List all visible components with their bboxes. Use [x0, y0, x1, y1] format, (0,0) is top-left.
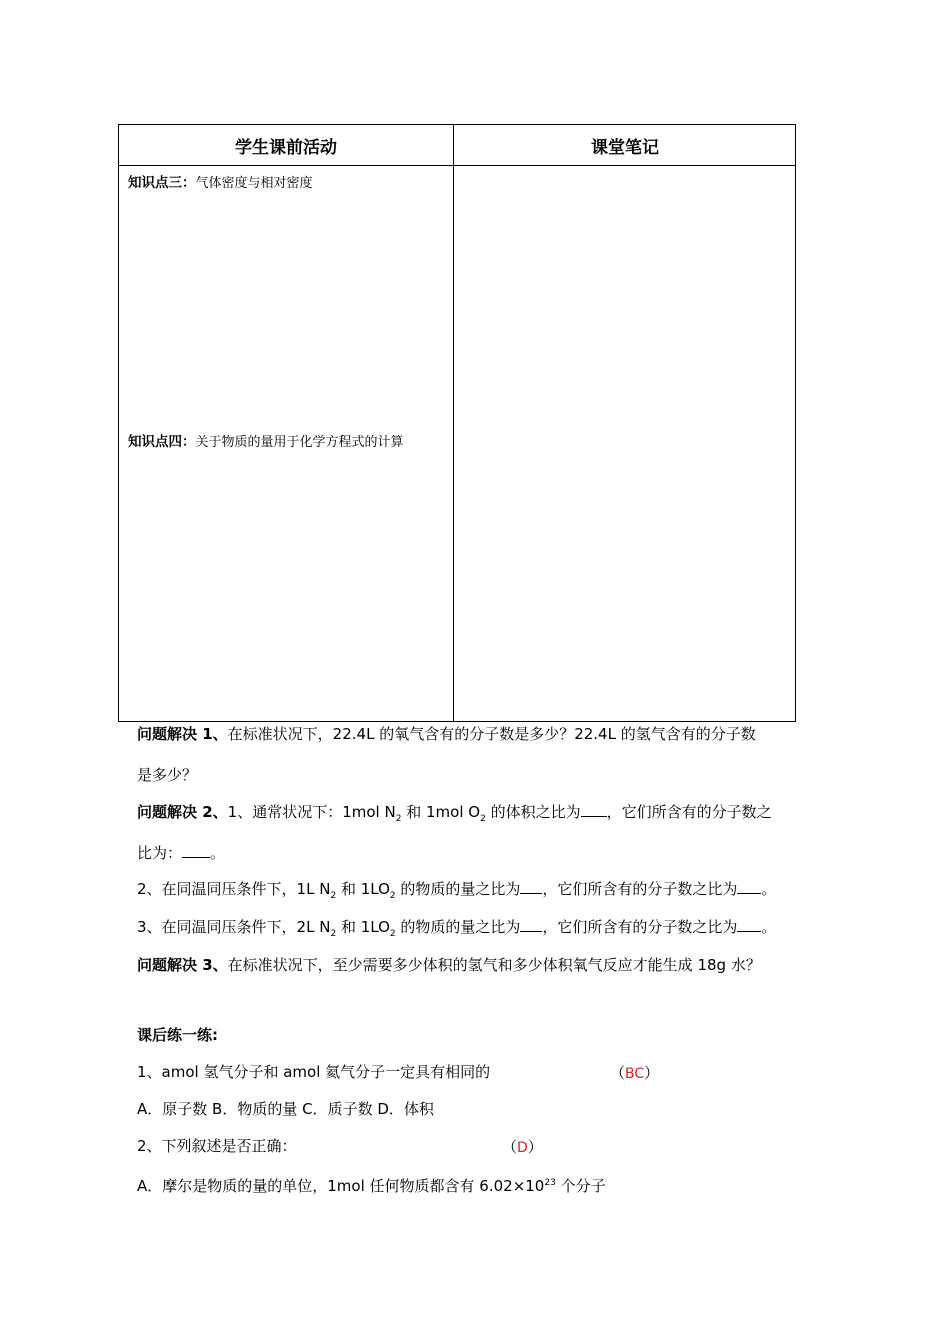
q2-s1-blank1[interactable]: [581, 802, 607, 817]
q1-label: 问题解决 1、: [137, 725, 228, 743]
q2-line1: [137, 802, 772, 829]
q2-s3-text-a: 3、在同温同压条件下，2L N: [137, 918, 331, 936]
q2-s1-text-d: ，它们所含有的分子数之: [606, 803, 772, 821]
q2-line2: [137, 843, 225, 863]
q2-s2-text-a: 2、在同温同压条件下，1L N: [137, 880, 331, 898]
practice-q2-paren-close: ）: [527, 1138, 543, 1156]
q2-s1-line2-text: 比为：: [137, 844, 183, 862]
header-class-notes: 课堂笔记: [591, 137, 659, 158]
q1-text: 在标准状况下，22.4L 的氧气含有的分子数是多少？22.4L 的氢气含有的分子数: [227, 725, 756, 743]
q2-label: 问题解决 2、: [137, 803, 228, 821]
practice-q1-paren-close: ）: [644, 1064, 660, 1082]
q2-s3-sub2: 2: [389, 929, 396, 939]
q2-s1-text-b: 和 1mol O: [401, 803, 481, 821]
q2-s1-sub2: 2: [480, 814, 486, 824]
q3-label: 问题解决 3、: [137, 956, 228, 974]
practice-title: 课后练一练:: [137, 1026, 218, 1044]
practice-q2-option-a: [137, 1173, 606, 1196]
q2-s3-text-c: 的物质的量之比为: [395, 918, 521, 936]
q2-s2-text-d: ，它们所含有的分子数之比为: [542, 880, 738, 898]
q2-s2-text-b: 和 1LO: [336, 880, 390, 898]
q2-s1-blank2[interactable]: [182, 843, 210, 858]
q3-text: 在标准状况下，至少需要多少体积的氢气和多少体积氧气反应才能生成 18g 水？: [227, 956, 761, 974]
q3-line: [137, 955, 761, 975]
practice-q1-options: A．原子数 B．物质的量 C．质子数 D．体积: [137, 1100, 434, 1118]
q2-s2-sub1: 2: [330, 891, 337, 901]
knowledge-point-4: [128, 430, 404, 450]
q2-s1-text-a: 1、通常状况下：1mol N: [227, 803, 396, 821]
practice-q2-option-a-exponent: 23: [544, 1178, 556, 1188]
practice-q2-answer: D: [517, 1140, 528, 1156]
q2-s3-sub1: 2: [330, 929, 337, 939]
q2-s1-text-c: 的体积之比为: [485, 803, 581, 821]
q1-line2: 是多少？: [137, 766, 198, 784]
practice-q2: 2、下列叙述是否正确：: [137, 1137, 297, 1155]
q2-s3-text-b: 和 1LO: [336, 918, 390, 936]
q2-s2-sub2: 2: [389, 891, 396, 901]
knowledge-point-3: [128, 171, 313, 191]
q2-s2-blank2[interactable]: [737, 879, 761, 894]
kp4-label: 知识点四：: [128, 434, 196, 450]
q2-s2-blank1[interactable]: [520, 879, 542, 894]
q2-s3-blank1[interactable]: [520, 917, 542, 932]
q2-s1-sub1: 2: [395, 814, 402, 824]
table-column-divider: [453, 125, 454, 721]
practice-q2-option-a-tail: 个分子: [555, 1177, 606, 1195]
practice-q2-answer-box: [502, 1136, 543, 1157]
activity-table: [118, 124, 796, 722]
practice-q1-answer: BC: [625, 1066, 645, 1082]
q2-s3-blank2[interactable]: [737, 917, 761, 932]
kp3-text: 气体密度与相对密度: [195, 176, 313, 191]
kp3-label: 知识点三：: [128, 175, 196, 191]
q2-s3-text-d: ，它们所含有的分子数之比为: [542, 918, 738, 936]
practice-q1-answer-box: [610, 1062, 659, 1083]
practice-q2-paren-open: （: [502, 1138, 518, 1156]
header-student-activity: 学生课前活动: [235, 137, 337, 158]
practice-q1-paren-open: （: [610, 1064, 626, 1082]
kp4-text: 关于物质的量用于化学方程式的计算: [195, 435, 404, 450]
q2-s1-line2-end: 。: [210, 844, 226, 862]
q2-line4: [137, 917, 776, 944]
table-header-divider: [119, 165, 795, 166]
q2-s3-text-e: 。: [761, 918, 777, 936]
practice-q1: 1、amol 氢气分子和 amol 氦气分子一定具有相同的: [137, 1063, 491, 1081]
q2-s2-text-e: 。: [761, 880, 777, 898]
q2-line3: [137, 879, 776, 906]
q2-s2-text-c: 的物质的量之比为: [395, 880, 521, 898]
practice-q2-option-a-text: A．摩尔是物质的量的单位，1mol 任何物质都含有 6.02×10: [137, 1177, 545, 1195]
q1-line1: [137, 724, 756, 744]
